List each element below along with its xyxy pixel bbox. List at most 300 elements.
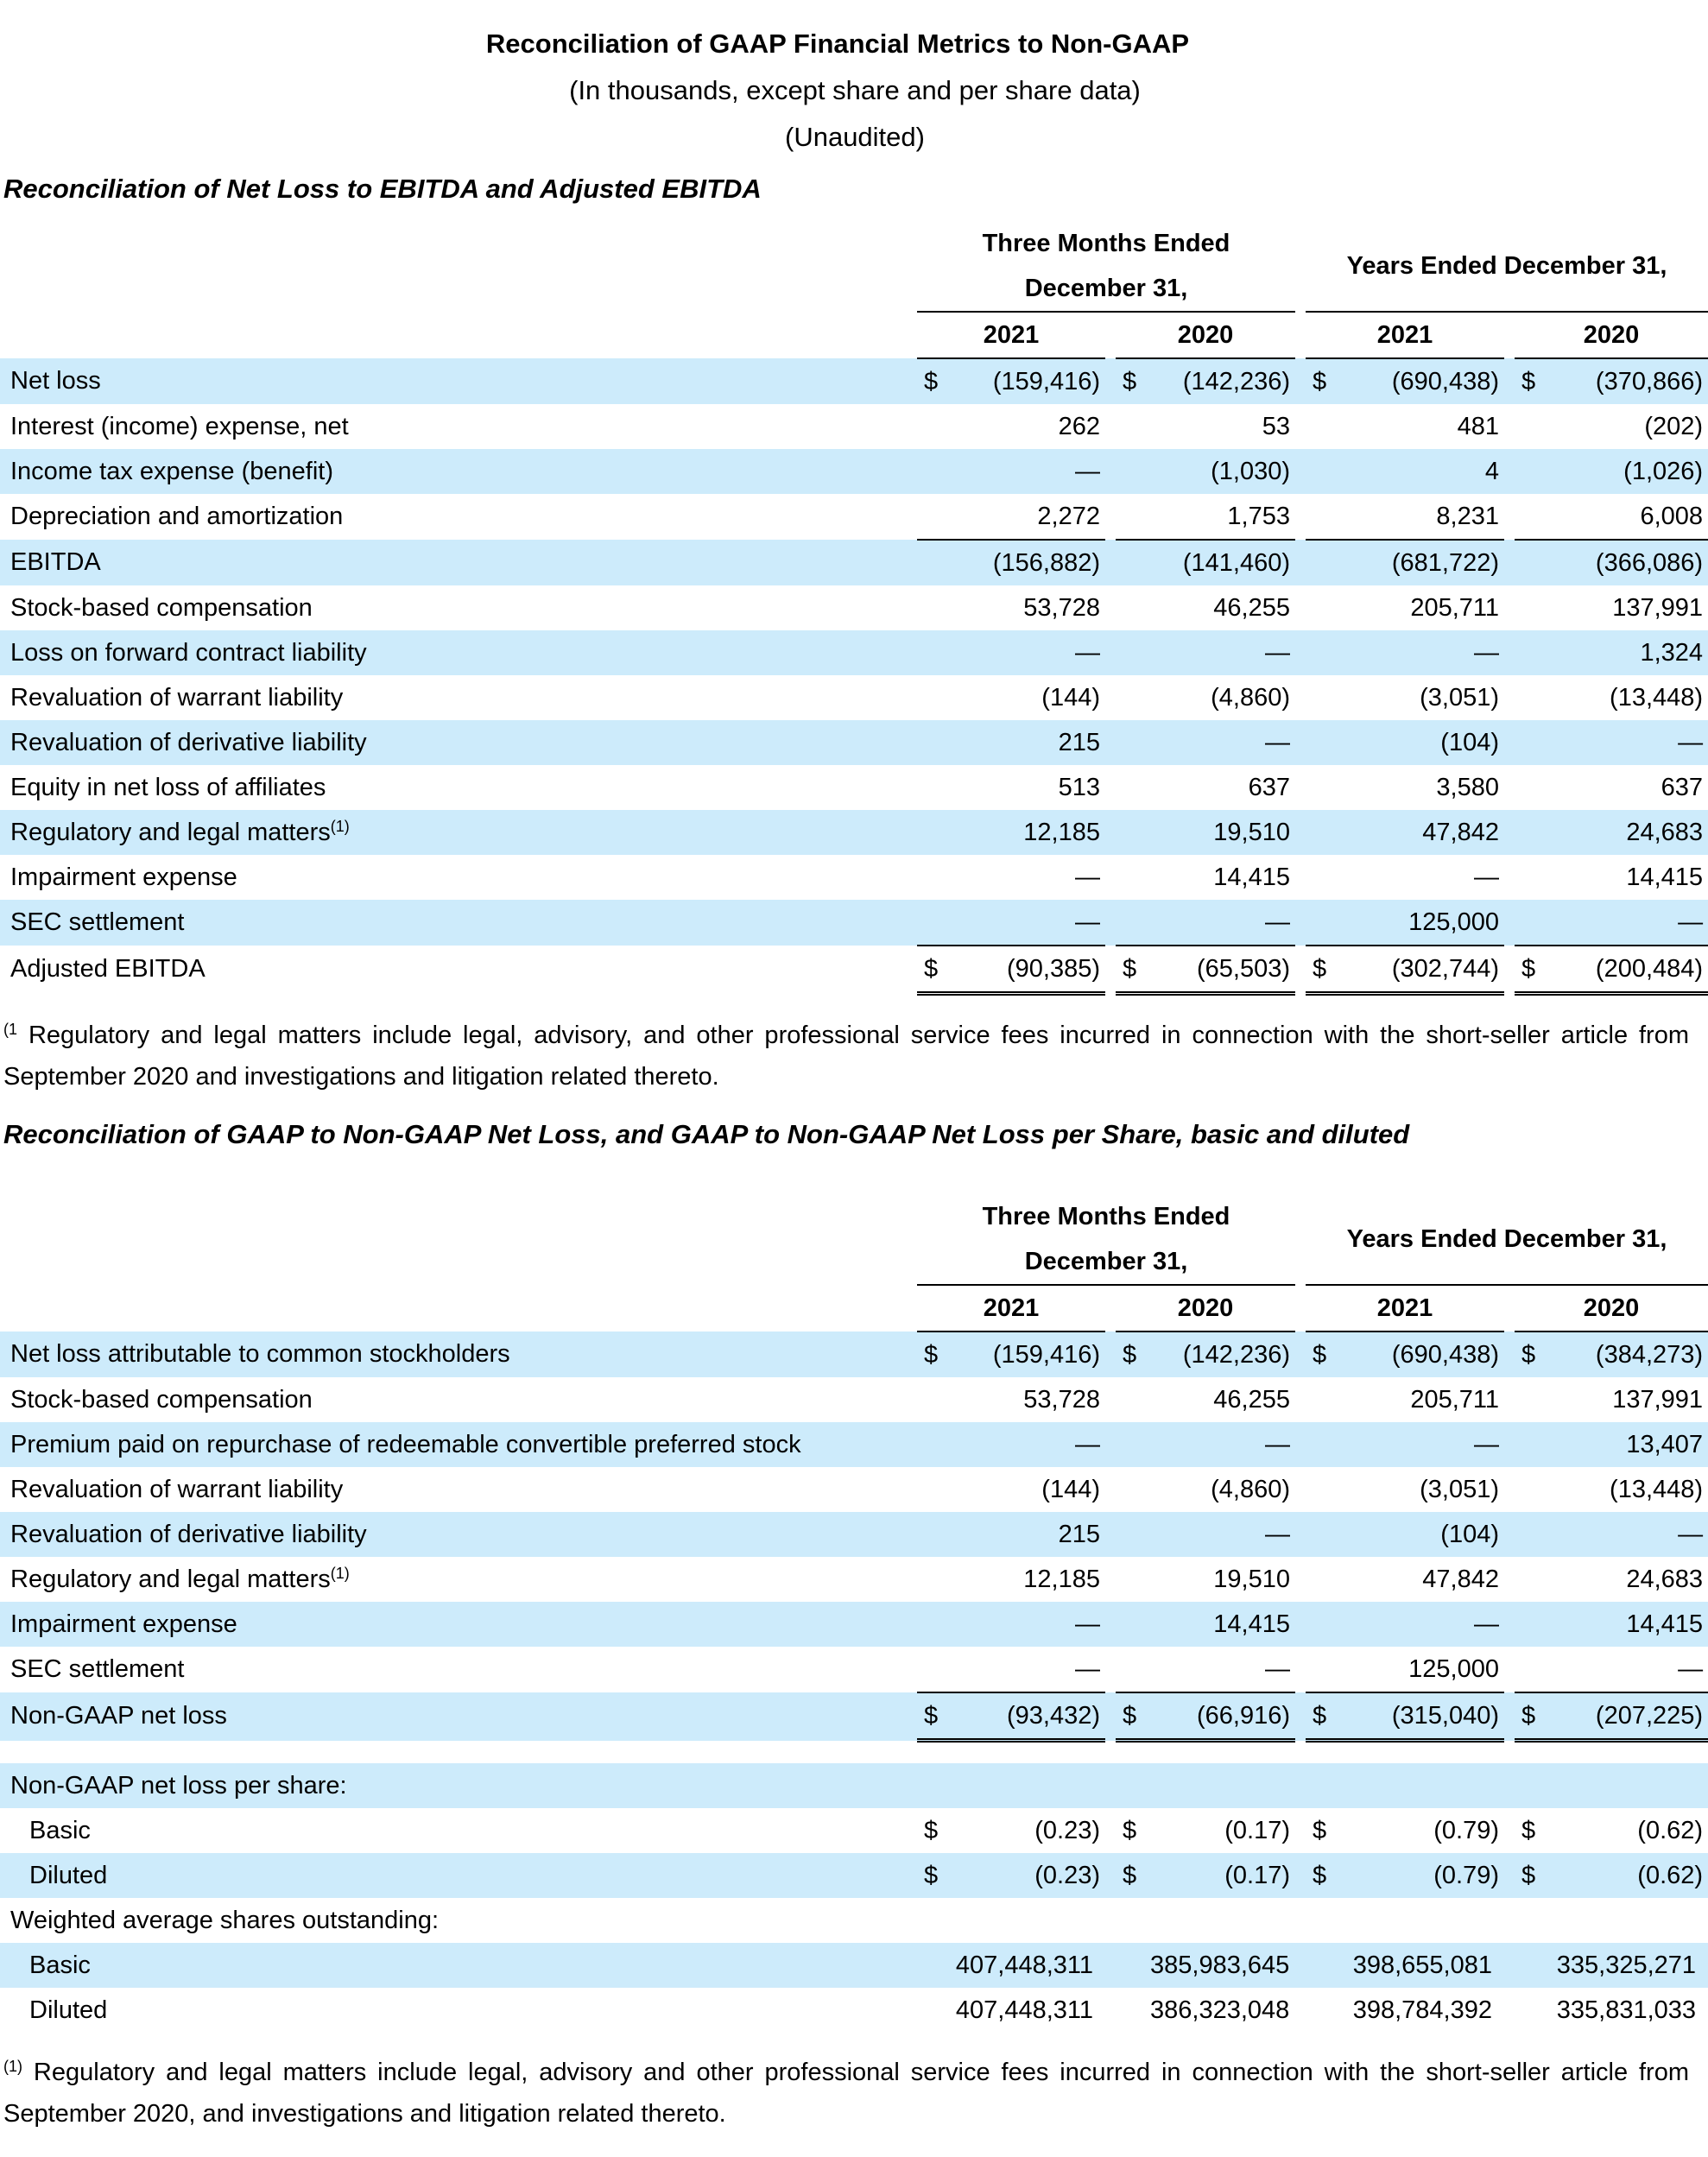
table-row [0,449,1708,494]
per-share-row [0,1808,1708,1853]
currency-symbol [1515,494,1549,540]
header-gap [1295,221,1306,266]
value-cell: — [952,900,1105,946]
table-row [0,1332,1708,1377]
currency-symbol: $ [1521,1816,1536,1844]
value-cell: — [952,630,1105,675]
currency-symbol [1306,449,1340,494]
currency-symbol [1515,1422,1549,1467]
shares-row [0,1943,1708,1988]
currency-symbol [917,449,952,494]
currency-symbol [1515,1377,1549,1422]
table-row [0,765,1708,810]
row-label-text: Basic [29,1816,91,1844]
row-label [0,1808,917,1853]
currency-symbol: $ [1116,1692,1150,1741]
currency-symbol [1306,630,1340,675]
value-cell: — [1075,863,1100,891]
column-gap [1504,720,1515,765]
column-gap [1295,1943,1306,1988]
currency-symbol [1515,1988,1549,2033]
column-gap [1504,675,1515,720]
value-cell: 12,185 [1023,1565,1100,1593]
column-gap [1105,765,1116,810]
section-1-footnote [0,996,1692,1097]
group-label-row [0,1898,1708,1943]
year-header: 2021 [1306,1285,1504,1332]
row-label-text: SEC settlement [10,908,185,936]
table-row [0,540,1708,585]
shares-row [0,1988,1708,2033]
table-row [0,1557,1708,1602]
currency-symbol [1515,1647,1549,1692]
value-cell: 8,231 [1340,494,1504,540]
value-cell: 398,655,081 [1340,1943,1504,1988]
value-cell: 6,008 [1549,494,1708,540]
table-row [0,1377,1708,1422]
row-label-text: Premium paid on repurchase of redeemable convertible preferred stock [10,1430,801,1458]
column-gap [1105,1422,1116,1467]
column-header-row [0,221,1708,266]
table-row [0,1602,1708,1647]
value-cell: — [1549,900,1708,946]
three-months-header: Three Months Ended [982,229,1230,257]
value-cell: (370,866) [1549,358,1708,404]
currency-symbol: $ [917,358,952,404]
value-cell: — [952,1602,1105,1647]
column-gap [1105,1467,1116,1512]
value-cell: — [1340,1602,1504,1647]
row-label [0,1602,917,1647]
column-gap [1105,1692,1116,1741]
value-cell: (65,503) [1150,946,1295,994]
column-gap [1295,1853,1306,1898]
column-gap [1295,855,1306,900]
table-row [0,585,1708,630]
value-cell: 385,983,645 [1150,1943,1295,1988]
currency-symbol [917,765,952,810]
value-cell: (90,385) [952,946,1105,994]
currency-symbol [1515,540,1549,585]
row-label [0,1422,917,1467]
section-2-title: Reconciliation of GAAP to Non-GAAP Net Loss, and GAAP to Non-GAAP Net Loss per Share, basic and diluted [3,1119,1410,1149]
column-gap [1105,1557,1116,1602]
currency-symbol: $ [1116,358,1150,404]
currency-symbol: $ [1306,1853,1340,1898]
currency-symbol: $ [1515,1332,1549,1377]
table-row [0,630,1708,675]
column-gap [1105,675,1116,720]
value-cell: (159,416) [952,1332,1105,1377]
currency-symbol [1515,449,1549,494]
column-gap [1295,585,1306,630]
column-gap [1105,358,1116,404]
currency-symbol [1116,1943,1150,1988]
currency-symbol [917,1557,952,1602]
value-cell: (66,916) [1150,1692,1295,1741]
currency-symbol [917,1467,952,1512]
currency-symbol: $ [1116,1332,1150,1377]
column-gap [1504,1557,1515,1602]
column-gap [1504,1422,1515,1467]
currency-symbol [1306,720,1340,765]
value-cell: — [1549,720,1708,765]
row-label-text: Stock-based compensation [10,593,313,622]
row-label-text: Income tax expense (benefit) [10,457,333,485]
column-gap [1504,585,1515,630]
year-header-row [0,312,1708,358]
row-label-text: Equity in net loss of affiliates [10,773,326,801]
row-label [0,585,917,630]
currency-symbol [1306,1943,1340,1988]
value-cell: (144) [1041,1475,1100,1503]
row-label-text: EBITDA [10,548,101,576]
currency-symbol [1515,855,1549,900]
header-spacer [0,1285,917,1332]
row-label-text: Non-GAAP net loss [10,1702,227,1730]
currency-symbol [917,585,952,630]
currency-symbol [1116,1377,1150,1422]
currency-symbol [917,404,952,449]
currency-symbol [1116,855,1150,900]
currency-symbol [917,1512,952,1557]
value-cell: (104) [1340,1512,1504,1557]
header-gap [1295,1285,1306,1332]
group-label: Weighted average shares outstanding: [10,1906,440,1934]
row-label-text: Depreciation and amortization [10,503,344,530]
row-label [0,1853,917,1898]
currency-symbol: $ [1306,358,1340,404]
currency-symbol [917,810,952,855]
currency-symbol [1116,540,1150,585]
footnote-marker: (1) [3,2058,22,2075]
column-gap [1504,810,1515,855]
value-cell: 46,255 [1213,1385,1290,1414]
row-label-text: Regulatory and legal matters [10,1565,331,1593]
year-header: 2021 [917,312,1105,358]
value-cell: (302,744) [1340,946,1504,994]
column-gap [1105,855,1116,900]
row-label [0,1467,917,1512]
value-cell: (0.62) [1549,1853,1708,1898]
table-row [0,1467,1708,1512]
currency-symbol [1116,1647,1150,1692]
value-cell: 205,711 [1410,593,1499,622]
table-row [0,900,1708,946]
value-cell: 407,448,311 [952,1943,1105,1988]
value-cell: 335,831,033 [1556,1996,1697,2024]
column-gap [1504,1647,1515,1692]
year-header: 2021 [1306,312,1504,358]
currency-symbol: $ [917,1853,952,1898]
value-cell: (0.79) [1433,1816,1499,1844]
value-cell: 13,407 [1549,1422,1708,1467]
total-row [0,1692,1708,1741]
currency-symbol: $ [917,1692,952,1741]
currency-symbol [1306,1467,1340,1512]
row-label [0,1692,917,1741]
column-gap [1295,1332,1306,1377]
value-cell: (200,484) [1549,946,1708,994]
column-gap [1295,540,1306,585]
column-gap [1295,720,1306,765]
currency-symbol [917,1988,952,2033]
column-gap [1105,720,1116,765]
column-gap [1105,1647,1116,1692]
column-gap [1504,1332,1515,1377]
row-label-text: Revaluation of derivative liability [10,728,367,756]
value-cell: (0.23) [952,1853,1105,1898]
column-gap [1105,404,1116,449]
value-cell: (207,225) [1549,1692,1708,1741]
value-cell: (315,040) [1340,1692,1504,1741]
value-cell: — [1150,900,1295,946]
value-cell: (0.17) [1150,1853,1295,1898]
currency-symbol [1116,1467,1150,1512]
column-gap [1105,1602,1116,1647]
document-title: Reconciliation of GAAP Financial Metrics to Non-GAAP [485,28,1190,59]
currency-symbol [917,675,952,720]
column-gap [1295,1422,1306,1467]
header-spacer [0,221,917,266]
column-gap [1504,1808,1515,1853]
value-cell: (3,051) [1420,1475,1499,1503]
row-label-text: Diluted [29,1996,108,2024]
row-label [0,540,917,585]
row-label-text: Adjusted EBITDA [10,955,206,984]
year-header: 2021 [917,1285,1105,1332]
currency-symbol [1306,494,1340,540]
column-gap [1295,494,1306,540]
value-cell: 53,728 [1023,593,1100,622]
column-gap [1295,810,1306,855]
column-gap [1105,1377,1116,1422]
row-label [0,1377,917,1422]
currency-symbol: $ [924,1816,939,1844]
currency-symbol [1515,1467,1549,1512]
column-gap [1504,946,1515,994]
currency-symbol [917,1377,952,1422]
value-cell: 335,325,271 [1549,1943,1708,1988]
value-cell: 47,842 [1340,810,1504,855]
table-row [0,358,1708,404]
column-gap [1504,1692,1515,1741]
row-label-text: Interest (income) expense, net [10,412,349,440]
row-label-text: SEC settlement [10,1655,185,1683]
column-gap [1105,1512,1116,1557]
column-gap [1504,1943,1515,1988]
three-months-header-date: December 31, [917,266,1295,312]
currency-symbol [1306,1422,1340,1467]
value-cell: 53 [1262,412,1290,440]
value-cell: — [1150,1422,1295,1467]
column-gap [1295,946,1306,994]
currency-symbol [1515,675,1549,720]
value-cell: 205,711 [1410,1385,1499,1414]
column-gap [1504,765,1515,810]
footnote-marker: (1) [330,1564,350,1582]
column-gap [1105,1808,1116,1853]
value-cell: 46,255 [1213,593,1290,622]
value-cell: (13,448) [1610,683,1704,712]
footnote-text: Regulatory and legal matters include legal, advisory, and other professional service fees incurred in connection with the short-seller article from September 2020 and investigations and litigation related thereto. [3,1022,1689,1091]
value-cell: 1,324 [1549,630,1708,675]
currency-symbol [1515,630,1549,675]
value-cell: (681,722) [1340,540,1504,585]
currency-symbol [1306,675,1340,720]
column-gap [1295,1988,1306,2033]
currency-symbol [1306,900,1340,946]
column-gap [1295,675,1306,720]
currency-symbol: $ [1306,946,1340,994]
currency-symbol [1116,1422,1150,1467]
value-cell: (0.79) [1340,1853,1504,1898]
currency-symbol [917,540,952,585]
currency-symbol [1515,585,1549,630]
value-cell: (366,086) [1549,540,1708,585]
footnote-marker: (1) [330,817,350,835]
document-header [0,0,1692,161]
row-label [0,1512,917,1557]
currency-symbol [1515,810,1549,855]
currency-symbol [1116,765,1150,810]
three-months-header-date: December 31, [917,1239,1295,1285]
header-gap [1295,312,1306,358]
row-label-text: Stock-based compensation [10,1385,313,1414]
row-label-text: Diluted [29,1861,108,1889]
column-gap [1295,1557,1306,1602]
currency-symbol [1116,404,1150,449]
group-label-row [0,1763,1708,1808]
row-label-text: Revaluation of warrant liability [10,1475,344,1503]
currency-symbol [1116,630,1150,675]
row-label [0,630,917,675]
currency-symbol: $ [1313,1816,1327,1844]
column-gap [1295,1602,1306,1647]
row-label-text: Net loss [10,367,101,395]
currency-symbol [1116,1557,1150,1602]
currency-symbol [1515,900,1549,946]
value-cell: 3,580 [1436,773,1499,801]
currency-symbol [917,630,952,675]
value-cell: (0.17) [1224,1816,1290,1844]
column-gap [1504,1467,1515,1512]
row-label-text: Revaluation of warrant liability [10,683,344,712]
value-cell: (202) [1644,412,1704,440]
currency-symbol: $ [1306,1332,1340,1377]
column-gap [1504,540,1515,585]
value-cell: 14,415 [1626,863,1704,891]
ebitda-reconciliation-table [0,221,1708,996]
group-label: Non-GAAP net loss per share: [0,1763,1708,1808]
column-gap [1295,1808,1306,1853]
value-cell: (1,026) [1549,449,1708,494]
value-cell: — [1150,630,1295,675]
currency-symbol [1306,1647,1340,1692]
table-row [0,1647,1708,1692]
row-label [0,1988,917,2033]
column-gap [1295,630,1306,675]
header-spacer [0,1239,917,1285]
year-header: 2020 [1515,312,1708,358]
value-cell: 24,683 [1626,1565,1704,1593]
column-gap [1504,1377,1515,1422]
currency-symbol [1306,1602,1340,1647]
currency-symbol [1116,585,1150,630]
row-label [0,810,917,855]
currency-symbol: $ [1515,946,1549,994]
value-cell: (142,236) [1150,358,1295,404]
column-gap [1295,449,1306,494]
currency-symbol [1116,675,1150,720]
value-cell: 637 [1661,773,1704,801]
value-cell: 637 [1248,773,1290,801]
currency-symbol [1515,404,1549,449]
column-gap [1504,1512,1515,1557]
currency-symbol [1306,765,1340,810]
document-subtitle: (In thousands, except share and per share data) [569,75,1141,105]
net-loss-reconciliation-table [0,1194,1708,2033]
section-1-title: Reconciliation of Net Loss to EBITDA and Adjusted EBITDA [3,174,762,204]
currency-symbol [1116,494,1150,540]
column-gap [1105,900,1116,946]
value-cell: 407,448,311 [955,1996,1093,2024]
value-cell: — [952,1422,1105,1467]
column-gap [1504,630,1515,675]
column-gap [1295,900,1306,946]
value-cell: — [1340,1422,1504,1467]
table-row [0,810,1708,855]
spacer-cell [0,1741,1708,1764]
value-cell: (4,860) [1211,683,1290,712]
currency-symbol [1116,1602,1150,1647]
currency-symbol [917,900,952,946]
currency-symbol [1116,1988,1150,2033]
year-header: 2020 [1515,1285,1708,1332]
value-cell: 513 [1058,773,1100,801]
table-row [0,855,1708,900]
currency-symbol [917,1422,952,1467]
value-cell: 53,728 [1023,1385,1100,1414]
column-gap [1105,630,1116,675]
column-gap [1295,404,1306,449]
row-label [0,1332,917,1377]
currency-symbol [1306,1512,1340,1557]
currency-symbol [1116,810,1150,855]
row-label [0,675,917,720]
row-label-text: Loss on forward contract liability [10,638,367,667]
year-header: 2020 [1116,312,1295,358]
value-cell: (144) [1041,683,1100,712]
value-cell: 19,510 [1213,1565,1290,1593]
table-row [0,1512,1708,1557]
currency-symbol [1306,1988,1340,2033]
column-gap [1295,1512,1306,1557]
table-row [0,404,1708,449]
header-gap [1504,312,1515,358]
currency-symbol [1306,585,1340,630]
value-cell: 19,510 [1150,810,1295,855]
row-label [0,900,917,946]
row-label [0,1647,917,1692]
value-cell: 14,415 [1549,1602,1708,1647]
column-gap [1295,1467,1306,1512]
value-cell: (690,438) [1340,1332,1504,1377]
column-gap [1105,1988,1116,2033]
value-cell: 125,000 [1340,900,1504,946]
value-cell: (690,438) [1340,358,1504,404]
currency-symbol: $ [1515,1853,1549,1898]
